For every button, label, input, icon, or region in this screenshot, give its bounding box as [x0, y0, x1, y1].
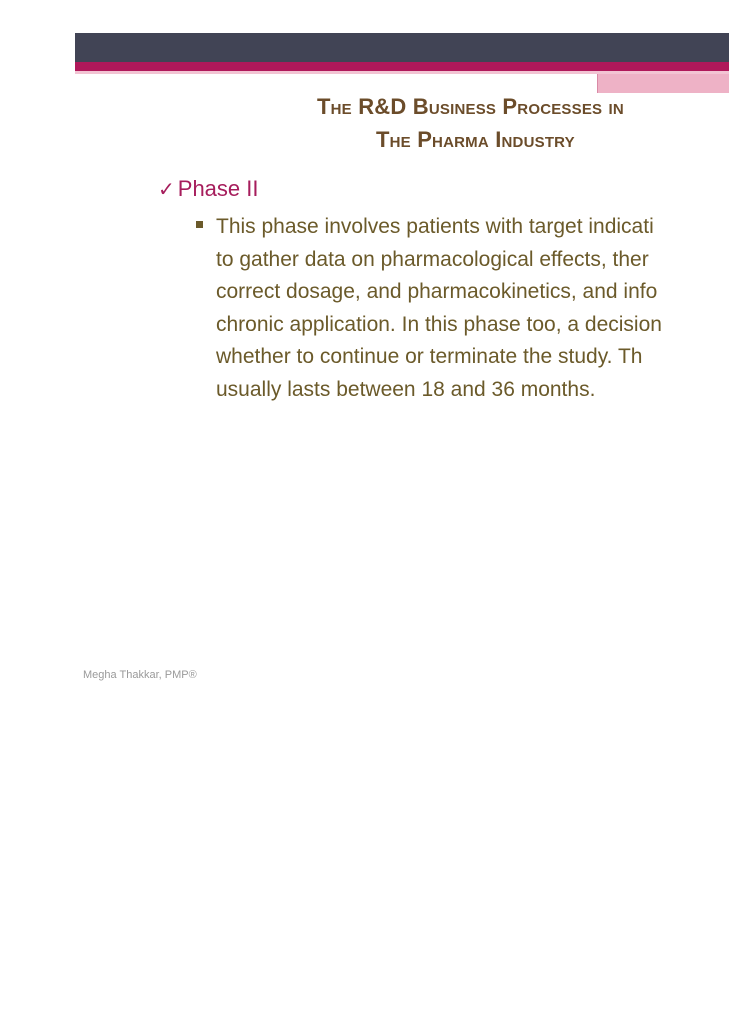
slide-title	[300, 90, 729, 156]
phase-heading	[158, 174, 258, 204]
bullet-text	[216, 211, 662, 406]
bullet-line: whether to continue or terminate the study. Th	[216, 345, 643, 368]
checkmark-icon: ✓	[158, 177, 175, 201]
header-dark-bar	[75, 33, 729, 62]
bullet-line: This phase involves patients with target indicati	[216, 215, 654, 238]
bullet-line: correct dosage, and pharmacokinetics, and info	[216, 280, 658, 303]
bullet-line: to gather data on pharmacological effects, ther	[216, 247, 649, 271]
header-magenta-bar	[75, 62, 729, 71]
bullet-line: chronic application. In this phase too, a decision	[216, 312, 662, 336]
author-footer: Megha Thakkar, PMP®	[83, 669, 197, 681]
bullet-line: usually lasts between 18 and 36 months.	[216, 377, 596, 401]
square-bullet-icon	[196, 221, 203, 228]
slide-title-line-2: The Pharma Industry	[376, 127, 575, 152]
phase-label: Phase II	[177, 176, 259, 201]
slide-title-line-1: The R&D Business Processes in	[317, 94, 624, 119]
